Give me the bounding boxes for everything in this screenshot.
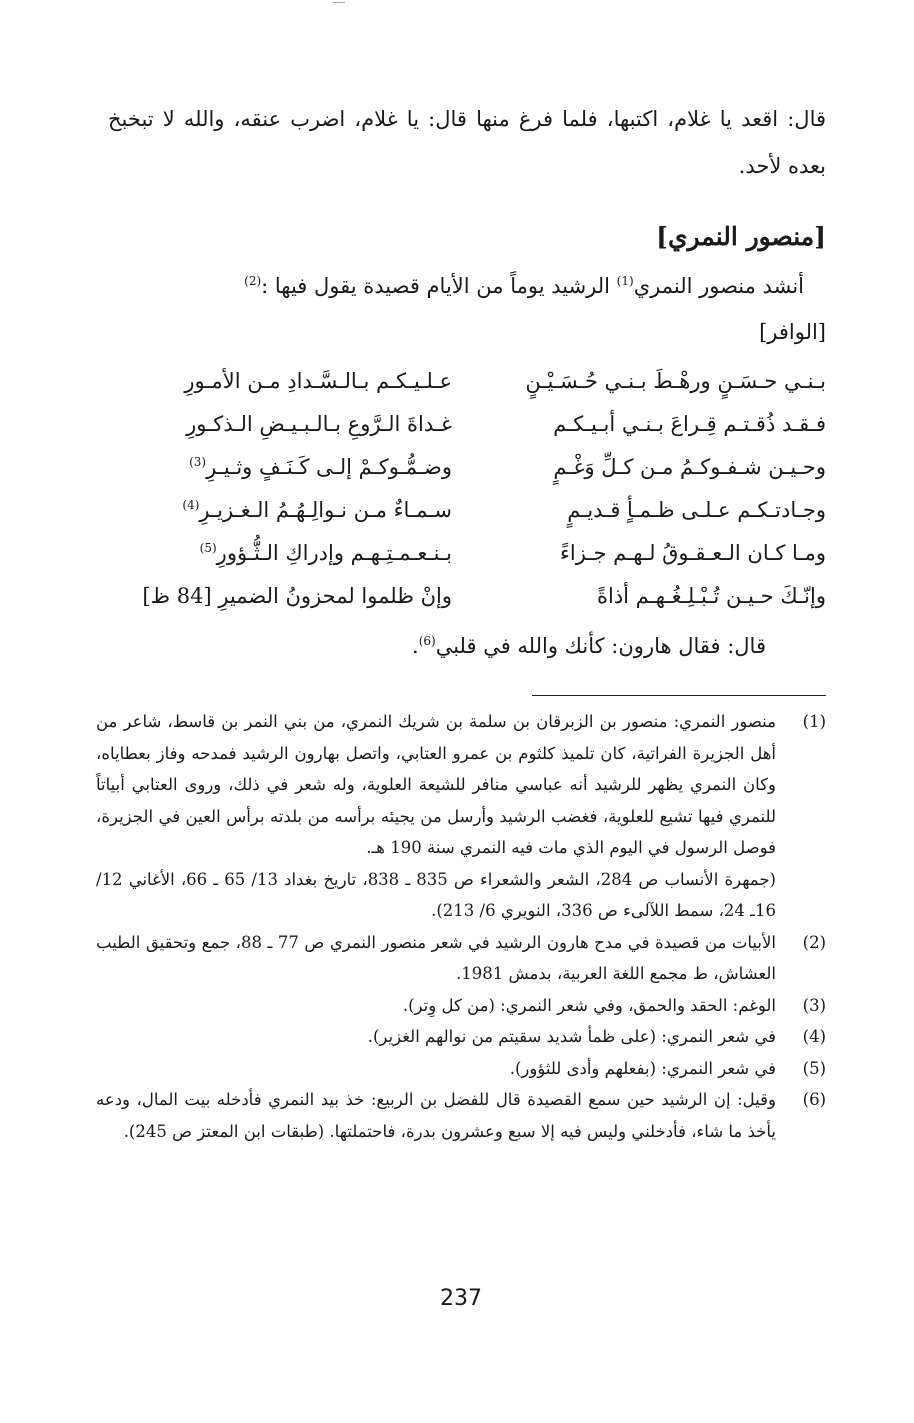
- recital-line: [108, 263, 826, 309]
- footnote-ref: (3): [189, 455, 207, 469]
- verse-line: [96, 489, 826, 532]
- recital-text-a: أنشد منصور النمري: [633, 274, 804, 298]
- second-hemistich: [96, 403, 452, 446]
- footnote-number: (3): [802, 995, 826, 1015]
- footnote: [96, 1021, 826, 1053]
- second-hemistich: [96, 446, 452, 489]
- recital-paragraph: [108, 263, 826, 355]
- first-hemistich: فـقـد ذُقـتـم قِـراعَ بـنـي أبـيـكـم: [553, 412, 826, 436]
- second-hemistich: [96, 489, 452, 532]
- book-page: [96, 0, 826, 1423]
- verse-line: [96, 532, 826, 575]
- verse-line: [96, 360, 826, 403]
- footnote-number: (1): [802, 712, 826, 731]
- page-number: 237: [440, 1286, 482, 1311]
- hemistich-text: وإنْ ظلموا لمحزونُ الضميرِ [84 ظ]: [142, 584, 452, 608]
- footnote-number: (6): [802, 1090, 826, 1109]
- verse-line: [96, 403, 826, 446]
- footnote-ref: (5): [199, 541, 217, 555]
- hemistich-text: غـداةَ الـرَّوعِ بـالـبـيـضِ الـذكـورِ: [186, 412, 452, 436]
- intro-paragraph: قال: اقعد يا غلام، اكتبها، فلما فرغ منها قال: يا غلام، اضرب عنقه، والله لا تبخبخ بعده لأحد.: [108, 107, 826, 178]
- section-heading: [منصور النمري]: [656, 222, 826, 251]
- first-hemistich: ومـا كـان الـعـقـوقُ لـهـم جـزاءً: [560, 541, 826, 565]
- footnote-text: في شعر النمري: (على ظمأ شديد سقيتم من نوالهم الغزير).: [367, 1027, 776, 1046]
- footnote: [96, 990, 826, 1022]
- footnote-ref: (4): [182, 498, 200, 512]
- footnote-text: في شعر النمري: (بفعلهم وأدى للثؤور).: [509, 1058, 776, 1078]
- footnotes: [96, 706, 826, 1147]
- hemistich-text: بـنـعـمـتِـهـم وإدراكِ الـثُّـؤورِ: [216, 541, 452, 565]
- second-hemistich: [96, 575, 452, 618]
- footnote: [96, 1053, 826, 1085]
- footnote-text: وقيل: إن الرشيد حين سمع القصيدة قال للفضل بن الربيع: خذ بيد النمري فأدخله بيت المال، ودعه يأخذ ما شاء، فأدخلني وليس فيه إلا سبع وعشرون بدرة، فاحتملتها. (طبقات ابن المعتز ص 245).: [96, 1090, 776, 1141]
- footnote-body: [96, 706, 776, 927]
- after-poem-end: .: [412, 634, 419, 658]
- footnote-text: الأبيات من قصيدة في مدح هارون الرشيد في شعر منصور النمري ص 77 ـ 88، جمع وتحقيق الطيب العشاش، ط مجمع اللغة العربية، بدمش 1981.: [96, 932, 776, 983]
- footnote-number: (4): [802, 1027, 826, 1046]
- second-hemistich: [96, 360, 452, 403]
- hemistich-text: وضـمُّـوكـمْ إلـى كَـنَـفٍ وثـيـرِ: [206, 455, 452, 479]
- recital-text-b: الرشيد يوماً من الأيام قصيدة يقول فيها :: [261, 274, 617, 298]
- footnote: [96, 706, 826, 927]
- footnote-text: الوغم: الحقد والحمق، وفي شعر النمري: (من كل وِتر).: [402, 995, 776, 1015]
- footnote-ref-6: (6): [418, 634, 436, 648]
- poem: [96, 360, 826, 618]
- verse-line: [96, 446, 826, 489]
- footnote-ref-1: (1): [616, 274, 634, 288]
- footnote-text: منصور النمري: منصور بن الزبرقان بن سلمة بن شريك النمري، من بني النمر بن قاسط، شاعر من أهل الجزيرة الفراتية، كان تلميذ كلثوم بن عمرو العتابي، واتصل بهارون الرشيد فمدحه وفاز بعطاياه، وكان النمري يظهر للرشيد أنه عباسي منافر للشيعة العلوية، وله شعر في ذلك، وروى العتابي أبياتاً للنمري فيها تشيع للعلوية، فغضب الرشيد وأرسل من يجيئه برأسه من بلدته برأس العين في الجزيرة، فوصل الرسول في اليوم الذي مات فيه النمري سنة 190 هـ.: [96, 712, 776, 857]
- second-hemistich: [96, 532, 452, 575]
- first-hemistich: وحـيـن شـفـوكـمُ مـن كـلِّ وَغْـمٍ: [553, 455, 826, 479]
- footnote: [96, 927, 826, 990]
- after-poem-line: [412, 626, 766, 666]
- footnote: [96, 1084, 826, 1147]
- hemistich-text: سـمـاءٌ مـن نـوالِـهُـمُ الـغـزيـرِ: [199, 498, 452, 522]
- first-hemistich: وجـادتـكـم عـلـى ظـمـأٍ قـديـمٍ: [567, 498, 826, 522]
- after-poem-text: قال: فقال هارون: كأنك والله في قلبي: [435, 634, 766, 658]
- footnote-number: (2): [802, 932, 826, 952]
- footnote-ref-2: (2): [244, 274, 262, 288]
- first-hemistich: وإنّـكَ حـيـن تُـبْـلِـغُـهـم أذاةً: [596, 584, 826, 608]
- footnote-sources: (جمهرة الأنساب ص 284، الشعر والشعراء ص 835 ـ 838، تاريخ بغداد 13/ 65 ـ 66، الأغاني 12/ 16ـ 24، سمط اللآلىء ص 336، النويري 6/ 213).: [96, 869, 776, 920]
- meter-label: [الوافر]: [759, 320, 826, 344]
- footnote-separator: [532, 695, 826, 696]
- footnote-number: (5): [802, 1058, 826, 1078]
- verse-line: [96, 575, 826, 618]
- first-hemistich: بـنـي حـسَـنٍ ورهْـطَ بـنـي حُـسَـيْـنٍ: [525, 369, 826, 393]
- hemistich-text: عـلـيـكـم بـالـسَّـدادِ مـن الأمـورِ: [184, 369, 452, 393]
